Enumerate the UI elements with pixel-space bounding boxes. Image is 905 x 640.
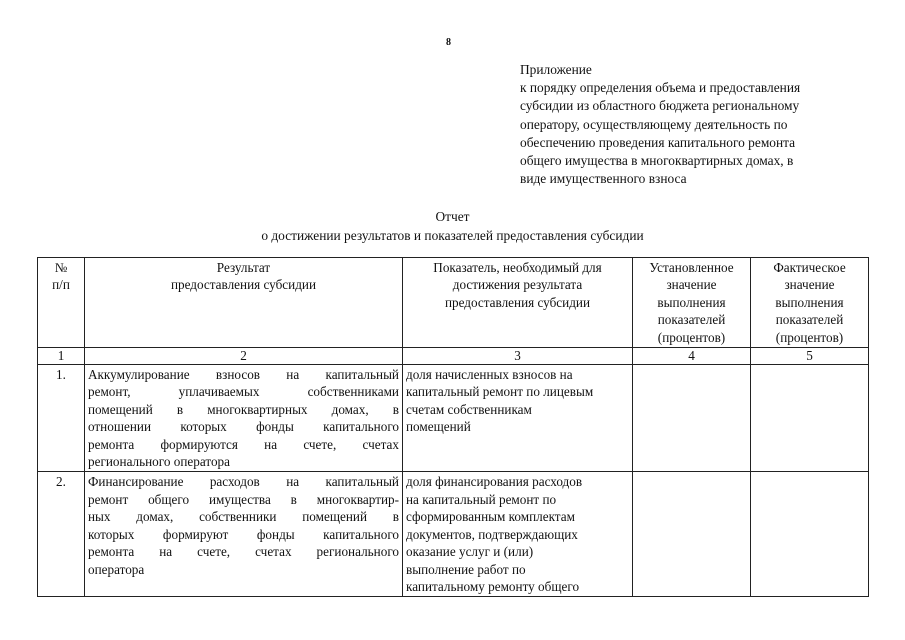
indicator-line: помещений xyxy=(406,419,471,435)
result-line: помещений в многоквартирных домах, в xyxy=(88,401,399,417)
indicator-line: на капитальный ремонт по xyxy=(406,491,557,507)
appendix-line: виде имущественного взноса xyxy=(520,171,687,187)
result-line: ремонт общего имущества в многоквартир- xyxy=(88,491,399,507)
appendix-line: Приложение xyxy=(520,62,592,77)
column-number: 3 xyxy=(403,348,633,365)
header-line: № xyxy=(54,260,68,275)
report-table xyxy=(37,257,869,597)
header-line: Показатель, необходимый для xyxy=(433,260,602,275)
indicator-line: доля финансирования расходов xyxy=(406,474,583,490)
row-planned-value xyxy=(633,472,751,597)
result-line: ремонт, уплачиваемых собственниками xyxy=(88,384,399,400)
row-actual-value xyxy=(751,365,869,472)
report-subtitle: о достижении результатов и показателей предоставления субсидии xyxy=(261,227,644,243)
header-line: достижения результата xyxy=(452,277,583,293)
header-line: выполнения xyxy=(775,294,844,310)
indicator-line: капитальный ремонт по лицевым xyxy=(406,384,594,400)
indicator-line: доля начисленных взносов на xyxy=(406,367,573,383)
header-line: Фактическое xyxy=(773,260,846,275)
report-title-block xyxy=(0,208,905,245)
indicator-line: счетам собственникам xyxy=(406,401,532,417)
header-line: (процентов) xyxy=(775,329,844,345)
result-line: которых формируют фонды капитального xyxy=(88,526,399,542)
row-indicator xyxy=(403,365,633,472)
header-line: значение xyxy=(666,277,717,293)
column-number: 4 xyxy=(633,348,751,365)
row-number: 2. xyxy=(38,472,85,597)
indicator-line: сформированным комплектам xyxy=(406,509,575,525)
appendix-line: оператору, осуществляющему деятельность по xyxy=(520,116,788,132)
result-line: Финансирование расходов на капитальный xyxy=(88,474,399,490)
row-planned-value xyxy=(633,365,751,472)
table-row xyxy=(38,365,869,472)
column-number: 5 xyxy=(751,348,869,365)
header-indicator xyxy=(403,258,633,348)
header-line: (процентов) xyxy=(657,329,726,345)
header-line: Установленное xyxy=(649,260,734,275)
header-num xyxy=(38,258,85,348)
result-line: Аккумулирование взносов на капитальный xyxy=(88,367,399,383)
result-line: ных домах, собственники помещений в xyxy=(88,509,399,525)
header-result xyxy=(85,258,403,348)
appendix-line: к порядку определения объема и предоставления xyxy=(520,80,801,96)
header-line: предоставления субсидии xyxy=(170,277,317,293)
row-result xyxy=(85,472,403,597)
row-indicator xyxy=(403,472,633,597)
column-number: 1 xyxy=(38,348,85,365)
header-line: Результат xyxy=(216,260,271,275)
indicator-line: оказание услуг и (или) xyxy=(406,544,534,560)
indicator-line: капитальному ремонту общего xyxy=(406,578,580,594)
column-number: 2 xyxy=(85,348,403,365)
column-number-row xyxy=(38,348,869,365)
appendix-line: общего имущества в многоквартирных домах, в xyxy=(520,153,794,169)
row-result xyxy=(85,365,403,472)
result-line: оператора xyxy=(88,561,145,577)
header-line: значение xyxy=(784,277,835,293)
report-title: Отчет xyxy=(435,209,470,224)
header-actual xyxy=(751,258,869,348)
indicator-line: документов, подтверждающих xyxy=(406,526,578,542)
page-number: 8 xyxy=(446,37,451,48)
result-line: ремонта формируются на счете, счетах xyxy=(88,436,399,452)
header-line: выполнения xyxy=(657,294,726,310)
result-line: регионального оператора xyxy=(88,454,230,470)
header-line: показателей xyxy=(657,312,726,328)
row-number: 1. xyxy=(38,365,85,472)
appendix-line: субсидии из областного бюджета региональному xyxy=(520,98,800,114)
header-line: п/п xyxy=(52,277,70,293)
header-line: показателей xyxy=(775,312,844,328)
appendix-header xyxy=(520,61,860,188)
row-actual-value xyxy=(751,472,869,597)
appendix-line: обеспечению проведения капитального ремонта xyxy=(520,134,796,150)
table-row xyxy=(38,472,869,597)
result-line: отношении которых фонды капитального xyxy=(88,419,399,435)
indicator-line: выполнение работ по xyxy=(406,561,526,577)
header-planned xyxy=(633,258,751,348)
result-line: ремонта на счете, счетах регионального xyxy=(88,544,399,560)
table-header-row xyxy=(38,258,869,348)
header-line: предоставления субсидии xyxy=(444,294,591,310)
